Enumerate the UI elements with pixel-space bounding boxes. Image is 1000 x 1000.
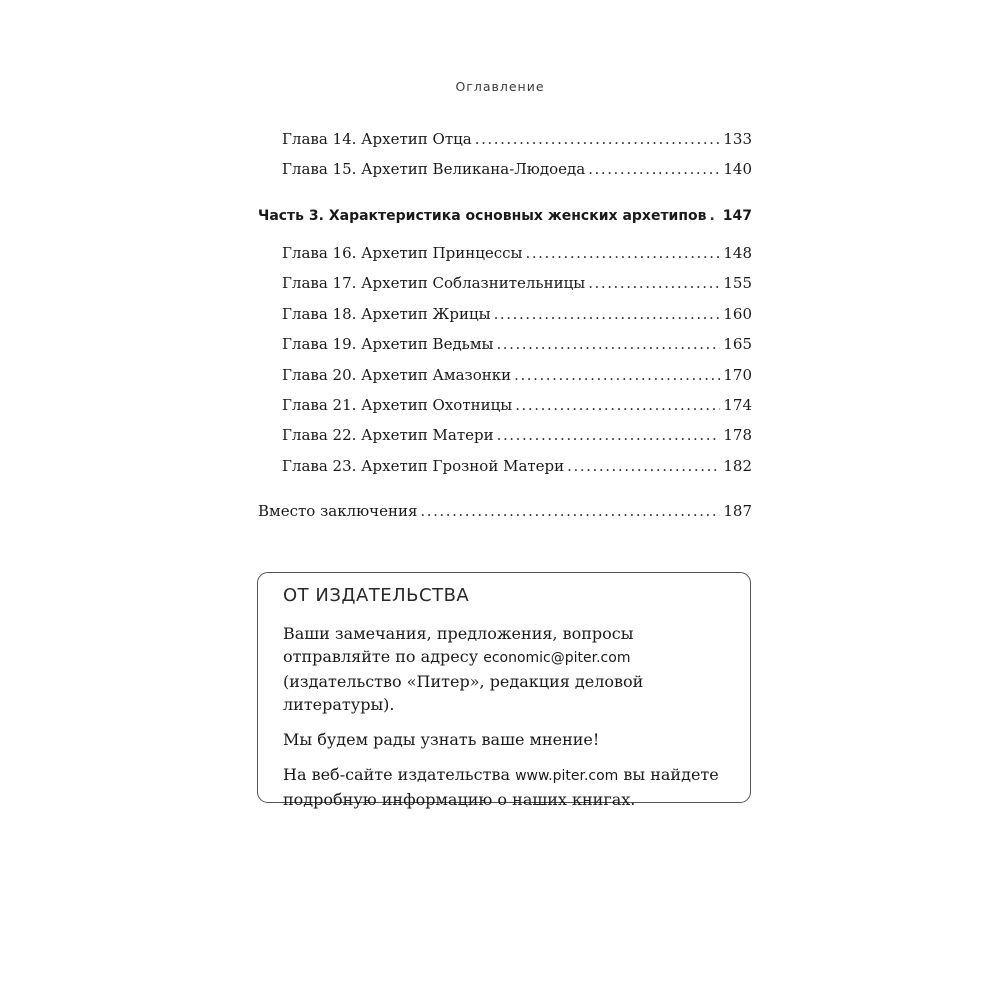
publisher-note-box <box>257 572 751 809</box>
toc-entry-title: Глава 20. Архетип Амазонки <box>282 366 512 384</box>
toc-entry-title: Глава 22. Архетип Матери <box>282 426 494 444</box>
toc-entry[interactable] <box>282 365 752 385</box>
toc-entry-title: Глава 15. Архетип Великана-Людоеда <box>282 160 586 178</box>
toc-entry[interactable] <box>282 129 752 149</box>
toc-dot-leader <box>497 425 721 445</box>
toc-entry[interactable] <box>282 243 752 263</box>
paragraph-text: вы найдете подробную информацию о наших книгах. <box>283 765 719 809</box>
toc-dot-leader <box>567 456 720 476</box>
publisher-note-paragraph <box>283 763 728 811</box>
toc-entry-page: 178 <box>723 426 752 444</box>
paragraph-text: (издательство «Питер», редакция деловой литературы). <box>283 672 644 714</box>
email-link[interactable]: economic@piter.com <box>483 650 631 666</box>
toc-dot-leader <box>475 129 721 149</box>
toc-dot-leader <box>710 206 720 226</box>
running-head: Оглавление <box>455 79 545 94</box>
toc-entry-page: 133 <box>723 130 752 148</box>
toc-entry[interactable] <box>282 159 752 179</box>
toc-entry-page: 140 <box>723 160 752 178</box>
toc-entry-title: Глава 19. Архетип Ведьмы <box>282 335 494 353</box>
toc-dot-leader <box>525 243 720 263</box>
paragraph-text: Ваши замечания, предложения, вопросы отправляйте по адресу <box>283 624 634 666</box>
toc-entry-title: Глава 21. Архетип Охотницы <box>282 396 513 414</box>
toc-entry-page: 174 <box>723 396 752 414</box>
toc-entry-title: Вместо заключения <box>258 502 418 520</box>
toc-entry-title: Глава 23. Архетип Грозной Матери <box>282 457 565 475</box>
paragraph-text: На веб-сайте издательства <box>283 765 516 784</box>
toc-entry[interactable] <box>282 395 752 415</box>
toc-entry-page: 187 <box>723 502 752 520</box>
toc-entry-page: 160 <box>723 305 752 323</box>
toc-entry-title: Глава 14. Архетип Отца <box>282 130 472 148</box>
publisher-note-paragraph <box>283 622 728 716</box>
toc-entry-title: Глава 17. Архетип Соблазнительницы <box>282 274 586 292</box>
toc-dot-leader <box>588 159 720 179</box>
toc-entry[interactable] <box>282 304 752 324</box>
toc-entry-page: 170 <box>723 366 752 384</box>
toc-entry-page: 148 <box>723 244 752 262</box>
toc-entry[interactable] <box>282 425 752 445</box>
toc-dot-leader <box>420 501 720 521</box>
toc-entry-title: Глава 18. Архетип Жрицы <box>282 305 491 323</box>
toc-entry-page: 147 <box>722 208 752 224</box>
toc-entry[interactable] <box>258 501 752 521</box>
publisher-note-paragraph: Мы будем рады узнать ваше мнение! <box>283 730 600 749</box>
toc-entry-page: 165 <box>723 335 752 353</box>
toc-entry-page: 182 <box>723 457 752 475</box>
toc-entry[interactable] <box>282 334 752 354</box>
toc-entry[interactable] <box>282 273 752 293</box>
toc-entry-title: Глава 16. Архетип Принцессы <box>282 244 523 262</box>
website-link[interactable]: www.piter.com <box>515 768 619 784</box>
toc-entry[interactable] <box>282 456 752 476</box>
toc-dot-leader <box>496 334 720 354</box>
toc-entry-page: 155 <box>723 274 752 292</box>
toc-dot-leader <box>514 365 720 385</box>
toc-entry-title: Часть 3. Характеристика основных женских архетипов <box>258 208 707 224</box>
publisher-note-heading: ОТ ИЗДАТЕЛЬСТВА <box>283 585 470 606</box>
toc-part-heading[interactable] <box>258 206 752 226</box>
toc-dot-leader <box>588 273 720 293</box>
toc-dot-leader <box>494 304 721 324</box>
toc-dot-leader <box>515 395 720 415</box>
